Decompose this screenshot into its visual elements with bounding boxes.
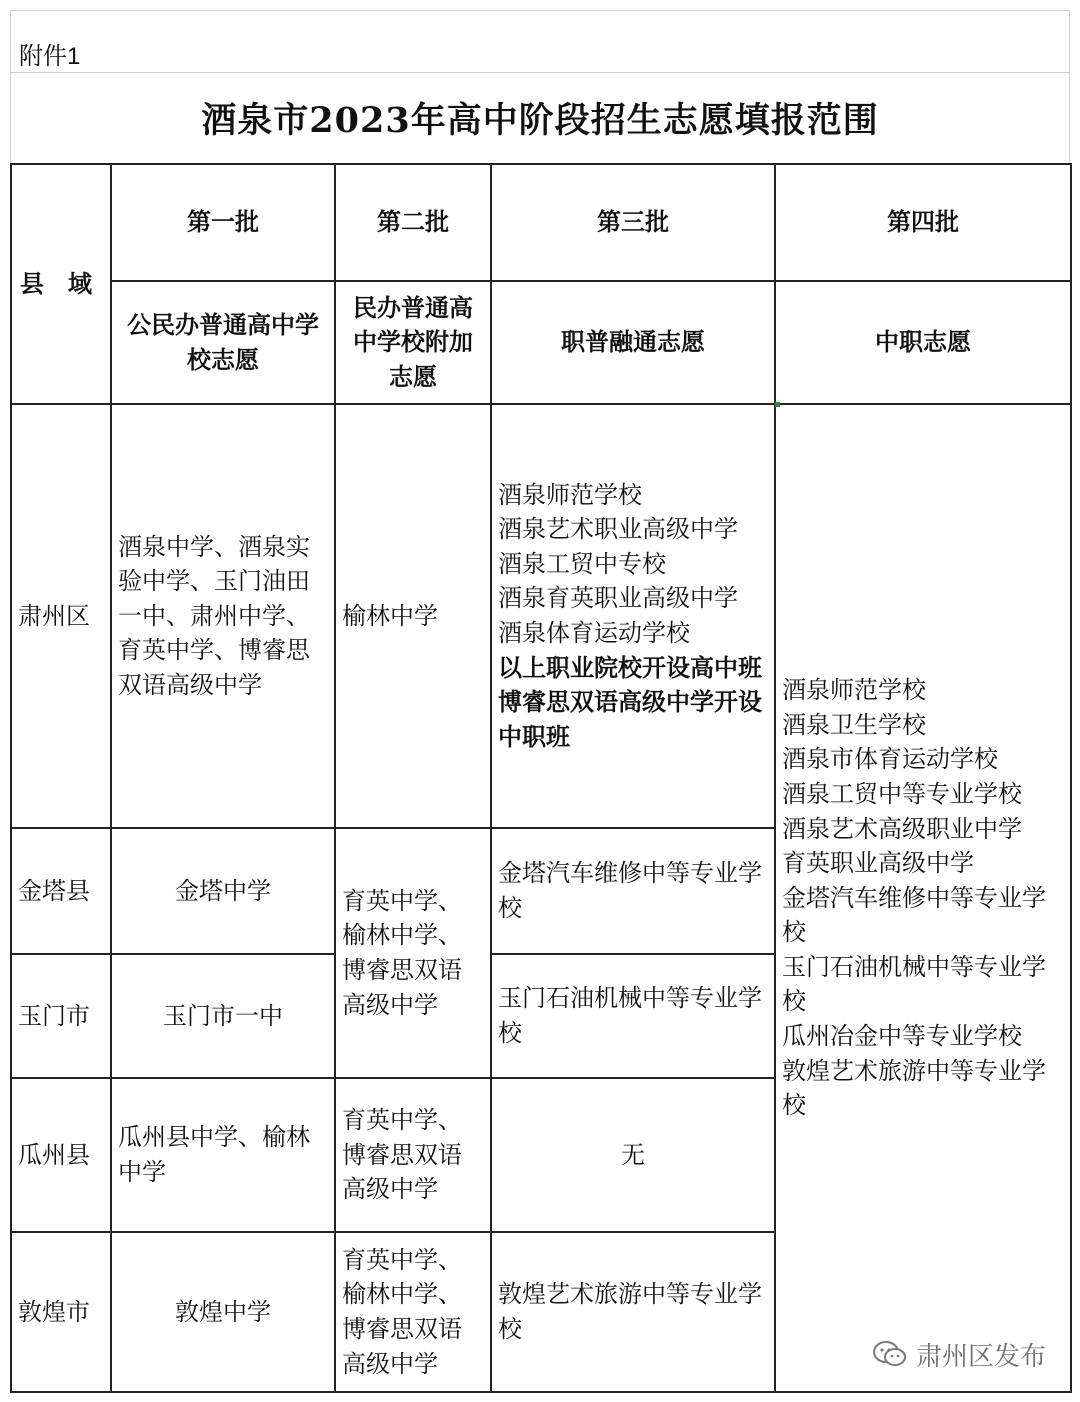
batch3-cell bbox=[491, 404, 775, 828]
school-line: 瓜州冶金中等专业学校 bbox=[782, 1022, 1022, 1051]
school-line: 酒泉工贸中专校 bbox=[498, 549, 666, 578]
batch2-merged-cell: 育英中学、榆林中学、博睿思双语高级中学 bbox=[335, 828, 491, 1078]
batch4-merged-cell bbox=[775, 404, 1071, 1392]
watermark bbox=[872, 1336, 1046, 1372]
enrollment-table bbox=[10, 163, 1072, 1393]
attachment-label: 附件1 bbox=[19, 43, 81, 70]
school-line: 酒泉师范学校 bbox=[782, 676, 926, 705]
batch1-header: 第一批 bbox=[111, 164, 335, 281]
batch2-header: 第二批 bbox=[335, 164, 491, 281]
page-title: 酒泉市2023年高中阶段招生志愿填报范围 bbox=[201, 100, 879, 141]
school-line: 育英职业高级中学 bbox=[782, 849, 974, 878]
batch3-cell: 玉门石油机械中等专业学校 bbox=[491, 954, 775, 1078]
batch3-header: 第三批 bbox=[491, 164, 775, 281]
county-cell: 敦煌市 bbox=[11, 1232, 111, 1392]
school-line: 酒泉艺术职业高级中学 bbox=[498, 515, 738, 544]
county-cell: 肃州区 bbox=[11, 404, 111, 828]
school-line: 金塔汽车维修中等专业学校 bbox=[782, 883, 1046, 947]
batch1-cell: 酒泉中学、酒泉实验中学、玉门油田一中、肃州中学、育英中学、博睿思双语高级中学 bbox=[111, 404, 335, 828]
school-line: 酒泉体育运动学校 bbox=[498, 619, 690, 647]
batch3-cell: 金塔汽车维修中等专业学校 bbox=[491, 828, 775, 954]
note-line: 博睿思双语高级中学开设中职班 bbox=[498, 688, 762, 751]
batch3-cell: 敦煌艺术旅游中等专业学校 bbox=[491, 1232, 775, 1392]
school-line: 酒泉艺术高级职业中学 bbox=[782, 814, 1022, 843]
school-line: 酒泉师范学校 bbox=[498, 480, 642, 509]
school-line: 玉门石油机械中等专业学校 bbox=[782, 952, 1046, 1016]
batch1-cell: 瓜州县中学、榆林中学 bbox=[111, 1078, 335, 1232]
table-row bbox=[11, 404, 1071, 828]
school-line: 敦煌艺术旅游中等专业学校 bbox=[782, 1056, 1046, 1120]
school-line: 酒泉育英职业高级中学 bbox=[498, 584, 738, 613]
school-line: 酒泉卫生学校 bbox=[782, 710, 926, 739]
batch3-cell: 无 bbox=[491, 1078, 775, 1232]
attachment-row bbox=[10, 10, 1070, 72]
county-cell: 瓜州县 bbox=[11, 1078, 111, 1232]
batch1-desc: 公民办普通高中学校志愿 bbox=[111, 281, 335, 404]
cell-marker bbox=[775, 402, 780, 407]
note-line: 以上职业院校开设高中班 bbox=[498, 653, 762, 682]
watermark-text: 肃州区发布 bbox=[915, 1341, 1046, 1372]
county-header: 县 域 bbox=[11, 164, 111, 404]
county-cell: 金塔县 bbox=[11, 828, 111, 954]
title-row bbox=[10, 72, 1070, 164]
batch1-cell: 玉门市一中 bbox=[111, 954, 335, 1078]
batch2-cell: 育英中学、博睿思双语高级中学 bbox=[335, 1078, 491, 1232]
county-cell: 玉门市 bbox=[11, 954, 111, 1078]
batch4-desc: 中职志愿 bbox=[775, 281, 1071, 404]
batch4-header: 第四批 bbox=[775, 164, 1071, 281]
school-line: 酒泉工贸中等专业学校 bbox=[782, 779, 1022, 808]
school-line: 酒泉市体育运动学校 bbox=[782, 745, 998, 774]
batch3-desc: 职普融通志愿 bbox=[491, 281, 775, 404]
wechat-icon bbox=[872, 1340, 908, 1368]
header-row-batches bbox=[11, 164, 1071, 281]
batch1-cell: 金塔中学 bbox=[111, 828, 335, 954]
batch2-cell: 榆林中学 bbox=[335, 404, 491, 828]
header-row-desc bbox=[11, 281, 1071, 404]
batch1-cell: 敦煌中学 bbox=[111, 1232, 335, 1392]
batch2-desc: 民办普通高中学校附加志愿 bbox=[335, 281, 491, 404]
batch2-cell: 育英中学、榆林中学、博睿思双语高级中学 bbox=[335, 1232, 491, 1392]
